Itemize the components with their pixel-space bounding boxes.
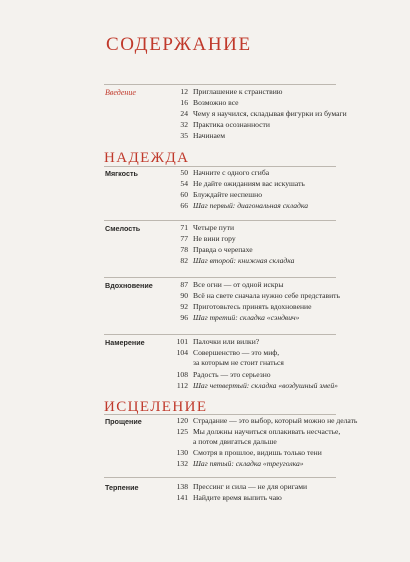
page-title: СОДЕРЖАНИЕ	[106, 34, 252, 55]
toc-entry[interactable]	[0, 416, 410, 426]
page-number: 60	[180, 190, 188, 199]
toc-entry-continuation[interactable]	[0, 358, 410, 368]
page-number: 78	[180, 245, 188, 254]
page-number: 96	[180, 313, 188, 322]
page-number: 132	[176, 459, 188, 468]
entry-title: Смотря в прошлое, видишь только тени	[193, 448, 322, 457]
group-label: Вдохновение	[105, 281, 153, 290]
toc-entry[interactable]	[0, 337, 410, 347]
entry-title: Шаг четвертый: складка «воздушный змей»	[193, 381, 338, 390]
entry-title: Не дайте ожиданиям вас искушать	[193, 179, 305, 188]
page-number: 66	[180, 201, 188, 210]
entry-title: Всё на свете сначала нужно себе представить	[193, 291, 340, 300]
entry-title: Начинаем	[193, 131, 226, 140]
page-number: 87	[180, 280, 188, 289]
entry-title: Четыре пути	[193, 223, 235, 232]
section-heading: ИСЦЕЛЕНИЕ	[104, 399, 208, 415]
entry-title: Страдание — это выбор, который можно не делать	[193, 416, 358, 425]
toc-entry[interactable]	[0, 131, 410, 141]
toc-entry[interactable]	[0, 482, 410, 492]
toc-entry[interactable]	[0, 120, 410, 130]
entry-title: Шаг третий: складка «сэндвич»	[193, 313, 300, 322]
toc-entry-continuation[interactable]	[0, 437, 410, 447]
page-number: 32	[180, 120, 188, 129]
entry-title: Правда о черепахе	[193, 245, 253, 254]
page-number: 82	[180, 256, 188, 265]
toc-entry[interactable]	[0, 109, 410, 119]
toc-entry[interactable]	[0, 179, 410, 189]
group-label: Смелость	[105, 224, 141, 233]
toc-entry[interactable]	[0, 381, 410, 391]
toc-entry[interactable]	[0, 190, 410, 200]
toc-entry[interactable]	[0, 459, 410, 469]
page-number: 120	[176, 416, 188, 425]
page-number: 108	[176, 370, 188, 379]
entry-title: Не вини гору	[193, 234, 236, 243]
entry-title: Чему я научился, складывая фигурки из бумаги	[193, 109, 347, 118]
group-label: Терпение	[105, 483, 139, 492]
toc-entry[interactable]	[0, 302, 410, 312]
entry-title: а потом двигаться дальше	[193, 437, 277, 446]
toc-entry[interactable]	[0, 245, 410, 255]
page-number: 71	[180, 223, 188, 232]
toc-entry[interactable]	[0, 448, 410, 458]
page-number: 54	[180, 179, 188, 188]
toc-entry[interactable]	[0, 223, 410, 233]
page-number: 138	[176, 482, 188, 491]
group-label: Введение	[105, 88, 136, 97]
entry-title: Мы должны научиться оплакивать несчастье,	[193, 427, 341, 436]
entry-title: Приготовьтесь принять вдохновение	[193, 302, 312, 311]
page-number: 130	[176, 448, 188, 457]
entry-title: Блуждайте неспешно	[193, 190, 263, 199]
divider	[104, 84, 336, 85]
group-label: Прощение	[105, 417, 142, 426]
page-number: 101	[176, 337, 188, 346]
toc-entry[interactable]	[0, 256, 410, 266]
group-label: Намерение	[105, 338, 145, 347]
entry-title: Шаг первый: диагональная складка	[193, 201, 309, 210]
entry-title: Радость — это серьезно	[193, 370, 271, 379]
toc-entry[interactable]	[0, 280, 410, 290]
page-number: 112	[176, 381, 188, 390]
page-number: 16	[180, 98, 188, 107]
toc-entry[interactable]	[0, 201, 410, 211]
page-number: 12	[180, 87, 188, 96]
divider	[104, 414, 336, 415]
toc-entry[interactable]	[0, 87, 410, 97]
toc-entry[interactable]	[0, 168, 410, 178]
page-number: 77	[180, 234, 188, 243]
divider	[104, 477, 336, 478]
toc-entry[interactable]	[0, 427, 410, 437]
toc-entry[interactable]	[0, 348, 410, 358]
entry-title: Возможно все	[193, 98, 239, 107]
entry-title: Совершенство — это миф,	[193, 348, 280, 357]
toc-entry[interactable]	[0, 493, 410, 503]
entry-title: Практика осознанности	[193, 120, 270, 129]
entry-title: Шаг пятый: складка «треуголка»	[193, 459, 304, 468]
divider	[104, 166, 336, 167]
toc-entry[interactable]	[0, 98, 410, 108]
page-number: 104	[176, 348, 188, 357]
divider	[104, 334, 336, 335]
divider	[104, 220, 336, 221]
section-heading: НАДЕЖДА	[104, 150, 190, 166]
page-number: 92	[180, 302, 188, 311]
entry-title: Шаг второй: книжная складка	[193, 256, 295, 265]
toc-entry[interactable]	[0, 234, 410, 244]
toc-entry[interactable]	[0, 313, 410, 323]
entry-title: за которым не стоит гнаться	[193, 358, 284, 367]
page-number: 24	[180, 109, 188, 118]
entry-title: Найдите время выпить чаю	[193, 493, 282, 502]
page-number: 90	[180, 291, 188, 300]
page-number: 50	[180, 168, 188, 177]
entry-title: Начните с одного сгиба	[193, 168, 270, 177]
page-number: 141	[176, 493, 188, 502]
group-label: Мягкость	[105, 169, 138, 178]
toc-entry[interactable]	[0, 370, 410, 380]
divider	[104, 277, 336, 278]
page-number: 125	[176, 427, 188, 436]
entry-title: Приглашение к странствию	[193, 87, 283, 96]
entry-title: Все огни — от одной искры	[193, 280, 284, 289]
entry-title: Палочки или вилки?	[193, 337, 260, 346]
entry-title: Прессинг и сила — не для оригами	[193, 482, 308, 491]
toc-entry[interactable]	[0, 291, 410, 301]
page-number: 35	[180, 131, 188, 140]
